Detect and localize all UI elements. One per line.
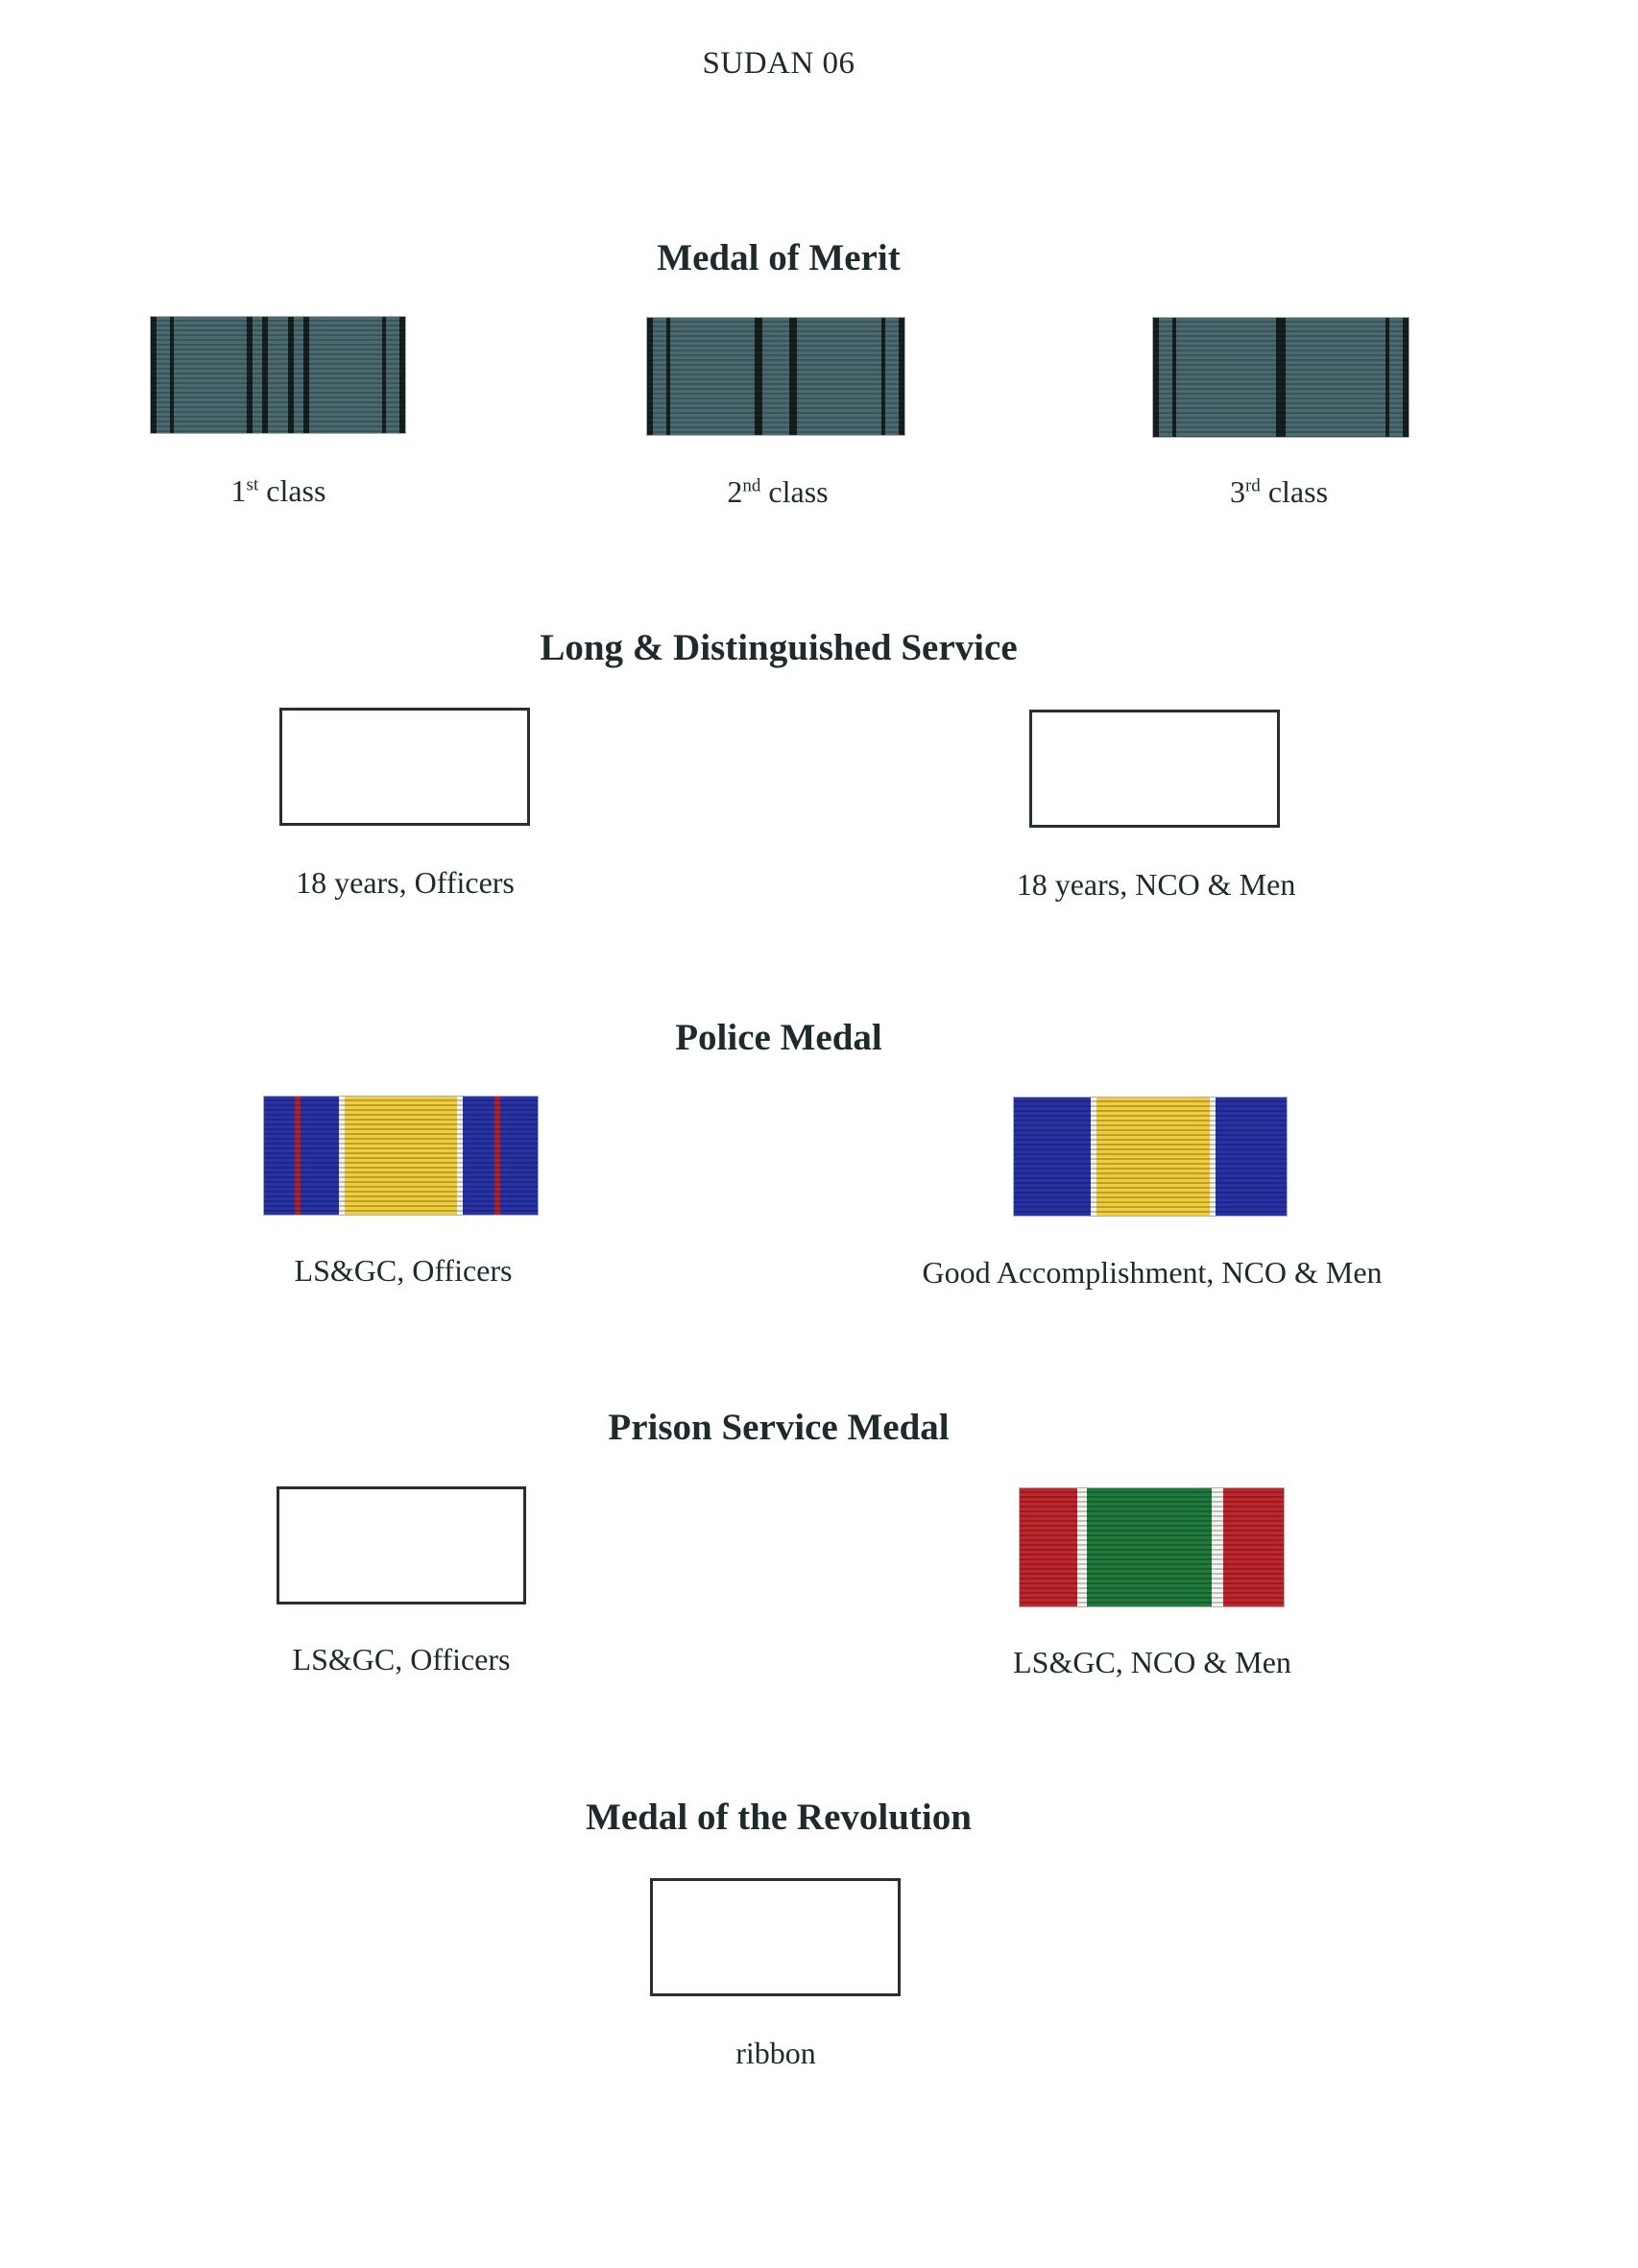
caption-merit-1st-class bbox=[231, 473, 326, 509]
caption-label: class bbox=[1267, 474, 1329, 509]
ribbon-placeholder-prison-officers bbox=[277, 1486, 526, 1604]
ribbon-placeholder-revolution bbox=[650, 1878, 901, 1996]
section-title-medal-of-merit: Medal of Merit bbox=[657, 237, 901, 278]
caption-merit-3rd-class bbox=[1230, 474, 1328, 510]
ribbon-merit-3rd-class bbox=[1153, 318, 1409, 437]
section-title-medal-of-the-revolution: Medal of the Revolution bbox=[586, 1797, 972, 1838]
caption-number: 3 bbox=[1229, 474, 1245, 509]
caption-revolution-ribbon: ribbon bbox=[735, 2036, 816, 2070]
caption-ordinal-suffix: st bbox=[246, 474, 259, 495]
caption-ordinal-suffix: nd bbox=[742, 475, 761, 496]
caption-long-service-officers: 18 years, Officers bbox=[296, 865, 515, 900]
caption-ordinal-suffix: rd bbox=[1244, 475, 1261, 496]
ribbon-police-officers bbox=[264, 1097, 538, 1215]
caption-number: 1 bbox=[230, 473, 247, 508]
caption-label: class bbox=[768, 474, 829, 509]
ribbon-prison-nco-men bbox=[1020, 1488, 1284, 1606]
caption-prison-nco-men: LS&GC, NCO & Men bbox=[1013, 1645, 1291, 1679]
section-title-police-medal: Police Medal bbox=[675, 1017, 882, 1058]
caption-merit-2nd-class bbox=[727, 474, 828, 510]
caption-prison-officers: LS&GC, Officers bbox=[292, 1642, 511, 1677]
ribbon-placeholder-long-service-officers bbox=[279, 708, 530, 826]
caption-number: 2 bbox=[727, 474, 743, 509]
ribbon-placeholder-long-service-nco-men bbox=[1029, 710, 1280, 828]
ribbon-merit-2nd-class bbox=[647, 318, 904, 435]
section-title-long-distinguished-service: Long & Distinguished Service bbox=[540, 627, 1018, 668]
ribbon-merit-1st-class bbox=[151, 317, 405, 433]
caption-long-service-nco-men: 18 years, NCO & Men bbox=[1016, 867, 1296, 902]
caption-police-nco-men: Good Accomplishment, NCO & Men bbox=[922, 1255, 1383, 1290]
ribbon-police-nco-men bbox=[1014, 1098, 1287, 1216]
caption-police-officers: LS&GC, Officers bbox=[294, 1253, 513, 1288]
page-header: SUDAN 06 bbox=[702, 46, 855, 81]
caption-label: class bbox=[266, 473, 326, 508]
section-title-prison-service-medal: Prison Service Medal bbox=[608, 1407, 950, 1448]
